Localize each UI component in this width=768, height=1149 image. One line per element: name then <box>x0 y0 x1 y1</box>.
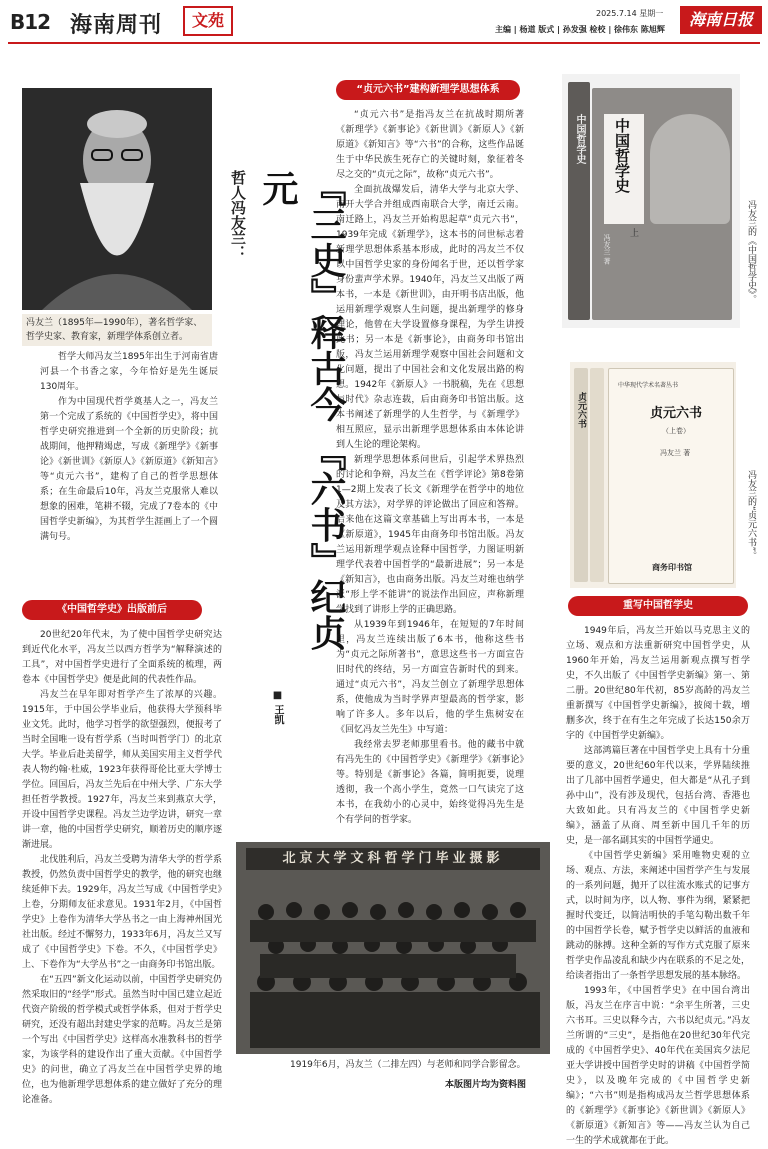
intro-paragraph: 哲学大师冯友兰1895年出生于河南省唐河县一个书香之家，今年恰好是先生诞辰130周年。 <box>40 352 218 392</box>
photo-banner: 北京大学文科哲学门毕业摄影 <box>246 848 540 870</box>
headline-kicker: 哲人冯友兰： <box>229 170 247 260</box>
photo-credit: 本版图片均为资料图 <box>445 1080 527 1090</box>
intro-text <box>40 350 218 545</box>
group-photo-caption: 1919年6月，冯友兰（二排左四）与老师和同学合影留念。 <box>290 1060 526 1070</box>
book-series: 中华现代学术名著丛书 <box>618 382 679 389</box>
page-header <box>0 0 768 40</box>
newspaper-logo: 海南日报 <box>680 6 762 34</box>
headline: 『三史』释古今 『六书』纪贞元 <box>257 170 347 651</box>
body-paragraph: 新理学思想体系问世后，引起学术界热烈的讨论和争辩，冯友兰在《哲学评论》第8卷第1—2期上发表了长文《新理学在哲学中的地位及其方法》，对学界的评论做出了回应和答辩。后来他在这篇文章基础上写出再本书，一本是《新原道》，1945年由商务印书馆出版。冯友兰运用新理学观点诠释中国哲学，力图证明新理学代表着中国哲学的“最新进展”；另一本是《新知言》，也由商务出版。冯友兰对维也纳学派“形上学不能讲”的说法作出回应，声称新理学找到了讲形上学的正确思路。 <box>336 455 524 615</box>
portrait-caption: 冯友兰（1895年—1990年），著名哲学家、哲学史家、教育家，新理学体系创立者。 <box>22 314 212 346</box>
book-cover <box>608 368 734 584</box>
body-paragraph: 1993年，《中国哲学史》在中国台湾出版，冯友兰在序言中说：“余平生所著，三史六书耳。三史以释今古，六书以纪贞元。”冯友兰所谓的“三史”，是指他在20世纪30年代完成的《中国哲学史》、40年代在美国宾夕法尼亚大学讲授中国哲学史时的讲稿《中国哲学简史》，以及晚年完成的《中国哲学史新编》；“六书”则是指构成冯友兰哲学思想体系的《新理学》《新事论》《新世训》《新原人》《新原道》《新知言》等——冯友兰认为自己一生的学术成就都在于此。 <box>566 986 750 1146</box>
body-paragraph: 全面抗战爆发后，清华大学与北京大学、南开大学合并组成西南联合大学，南迁云南。南迁路上，冯友兰开始构思起草“贞元六书”，1939年完成《新理学》，这本书的问世标志着新理学思想体系基本形成，此时的冯友兰不仅以中国哲学史家的身份闻名于世，还以哲学家身份蜚声学术界。1940年，冯友兰又出版了两本书，一本是《新世训》，由开明书店出版，他运用新理学观察人生问题，提出新理学的修身理论，他曾在大学设置修身课程，为学生讲授此书；另一本是《新事论》，由商务印书馆出版，冯友兰运用新理学观察中国社会问题和文化问题，提出了中国社会和文化发展出路的构想。1942年《新原人》一书脱稿，先在《思想与时代》杂志连载，后由商务印书馆出版。这本书阐述了新理学的人生哲学，与《新理学》相互照应，显示出新理学思想体系由本体论讲到人生论的理论架构。 <box>336 185 524 450</box>
group-photo <box>236 842 550 1054</box>
body-paragraph: “贞元六书”是指冯友兰在抗战时期所著《新理学》《新事论》《新世训》《新原人》《新原道》《新知言》等“六书”的合称，这些作品诞生于中华民族生死存亡的关键时刻，象征着冬尽之交的“贞元之际”，故称“贞元六书”。 <box>336 110 524 180</box>
body-paragraph: 这部鸿篇巨著在中国哲学史上具有十分重要的意义，20世纪60年代以来，学界陆续推出了几部中国哲学通史，但大都是“从孔子到孙中山”，没有涉及现代，包括台湾、香港也大致如此。只有冯友兰的《中国哲学史新编》，涵盖了从商、周至新中国几千年的历史，是一部名副其实的中国哲学通史。 <box>566 746 750 846</box>
book-photo-zhongguo-zhexueshi <box>562 74 740 328</box>
supplement-brand: 海南周刊 <box>70 12 163 38</box>
book-volume: 上 <box>630 229 640 239</box>
body-paragraph: 在“五四”新文化运动以前，中国哲学史研究仍然采取旧的“经学”形式。虽然当时中国已建立起近代资产阶级的哲学模式或哲学体系，但对于哲学史研究，还没有超出封建史学家的范畴。冯友兰是第一个写出《中国哲学史》这样高水准教科书的哲学家，为该学科的建设作出了重大贡献。《中国哲学史》的问世，确立了冯友兰在中国哲学史界的地位，也为他新理学思想体系的建立做好了充分的理论准备。 <box>22 975 222 1105</box>
portrait-illustration <box>22 88 212 310</box>
body-paragraph: 《中国哲学史新编》采用唯物史观的立场、观点、方法，来阐述中国哲学产生与发展的一系列问题，抛开了以往流水账式的记事方式，以时间为序，以人物、事件为纲，紧紧把握时代变迁，以简洁明快的手笔勾勒出数千年的中国哲学长卷，赋予哲学史以鲜活的血液和跳动的脉搏。这种全新的写作方式克服了原来哲学史作品凌乱和缺少内在联系的不足之处，给读者指出了一条哲学思想发展的基本脉络。 <box>566 851 750 981</box>
book-caption: 冯友兰的“贞元六书”。 <box>746 470 756 561</box>
book-photo-zhenyuan-liushu <box>570 362 736 588</box>
book-author: 冯友兰 著 <box>603 234 611 265</box>
section-heading: “贞元六书”建构新理学思想体系 <box>336 80 520 100</box>
book-spine <box>590 368 604 582</box>
book-author: 冯友兰 著 <box>660 449 691 457</box>
page-number: B12 <box>10 10 51 34</box>
book-volume: （上卷） <box>662 427 690 435</box>
book-publisher: 商务印书馆 <box>652 562 692 572</box>
body-paragraph: 从1939年到1946年，在短短的7年时间里，冯友兰连续出版了6本书，他称这些书为“贞元之际所著书”，意思这些书一方面宣告旧时代的终结，另一方面宣告新时代的到来。通过“贞元六书”，冯友兰创立了新理学思想体系，使他成为当时学界声望最高的哲学家，影响了许多人。多年以后，他的学生焦树安在《回忆冯友兰先生》中写道： <box>336 620 524 735</box>
book-cover-title: 贞元六书 <box>650 406 703 421</box>
intro-paragraph: 作为中国现代哲学奠基人之一，冯友兰第一个完成了系统的《中国哲学史》，将中国哲学史研究推进到一个全新的历史阶段；抗战期间，他押精竭虑，写成《新理学》《新事论》《新世训》《新原人》《新原道》《新知言》等“贞元六书”，建构了自己的哲学思想体系；在生命最后10年，冯友兰克服常人难以想象的困难，笔耕不辍，完成了7卷本的《中国哲学史新编》，为其哲学生涯画上了一个圆满句号。 <box>40 397 218 542</box>
body-paragraph: 北伐胜利后，冯友兰受聘为清华大学的哲学系教授，仍然负责中国哲学史的教学，他的研究也继续延伸下去。1929年，冯友兰写成《中国哲学史》上卷，分期师友征求意见。1931年2月，《中国哲学史》上卷作为清华大学丛书之一由上海神州国光社出版。经过不懈努力，1933年6月，冯友兰又写成了《中国哲学史》下卷。不久，《中国哲学史》上、下卷作为“大学丛书”之一由商务印书馆出版。 <box>22 855 222 970</box>
section-body <box>566 624 750 1146</box>
section-heading: 《中国哲学史》出版前后 <box>22 600 202 620</box>
section-tag: 文苑 <box>183 6 233 36</box>
portrait-photo <box>22 88 212 310</box>
byline: ■ 王凯 <box>272 690 283 725</box>
body-paragraph: 冯友兰在早年即对哲学产生了浓厚的兴趣。1915年，于中国公学毕业后，他获得大学预科毕业文凭。此时，他学习哲学的欲望强烈，便报考了当时全国唯一设有哲学系（当时叫哲学门）的北京大学。毕业后赴美留学，师从美国实用主义哲学代表人物约翰·杜威，1923年获得哥伦比亚大学博士学位。回国后，冯友兰先后在中州大学、广东大学担任哲学教授。1927年，冯友兰来到燕京大学，开设中国哲学史课程。冯友兰边学边讲，研究一章讲一章，他的中国哲学史研究，顺着历史的顺序逐渐进展。 <box>22 690 222 850</box>
book-spine-title: 贞元六书 <box>576 392 586 428</box>
body-paragraph: 1949年后，冯友兰开始以马克思主义的立场、观点和方法重新研究中国哲学史，从1960年开始，冯友兰运用新观点撰写哲学史，不久出版了《中国哲学史新编》第一、第二册。20世纪80年代初，85岁高龄的冯友兰重新撰写《中国哲学史新编》，披阅十载，增删多次，终于在有生之年完成了长达150余万字的《中国哲学史新编》。 <box>566 626 750 741</box>
header-divider <box>8 42 760 44</box>
editor-credits: 主编 | 杨道 版式 | 孙发强 检校 | 徐伟东 陈旭辉 <box>495 25 665 34</box>
body-paragraph: 20世纪20年代末，为了使中国哲学史研究达到近代化水平，冯友兰以西方哲学为“解释演述的工具”，对中国哲学史进行了全面系统的梳理，两卷本《中国哲学史》便是此间的代表性作品。 <box>22 630 222 685</box>
book-spine-title: 中国哲学史 <box>574 114 585 164</box>
section-body <box>336 108 524 830</box>
issue-date: 2025.7.14 星期一 <box>596 9 664 18</box>
book-cover-title: 中国哲学史 <box>613 118 631 193</box>
body-paragraph: 我经常去罗老师那里看书。他的藏书中就有冯先生的《中国哲学史》《新理学》《新事论》等。特别是《新事论》各篇，简明扼要，说理透彻，我一个高小学生，竟然一口气读完了这本书，在我幼小的心灵中，始终觉得冯先生是个有学问的哲学家。 <box>336 740 524 825</box>
book-caption: 冯友兰的《中国哲学史》。 <box>746 200 756 304</box>
section-heading: 重写中国哲学史 <box>568 596 748 616</box>
section-body <box>22 628 222 1106</box>
cover-portrait <box>650 114 730 224</box>
group-figures <box>236 842 550 1054</box>
